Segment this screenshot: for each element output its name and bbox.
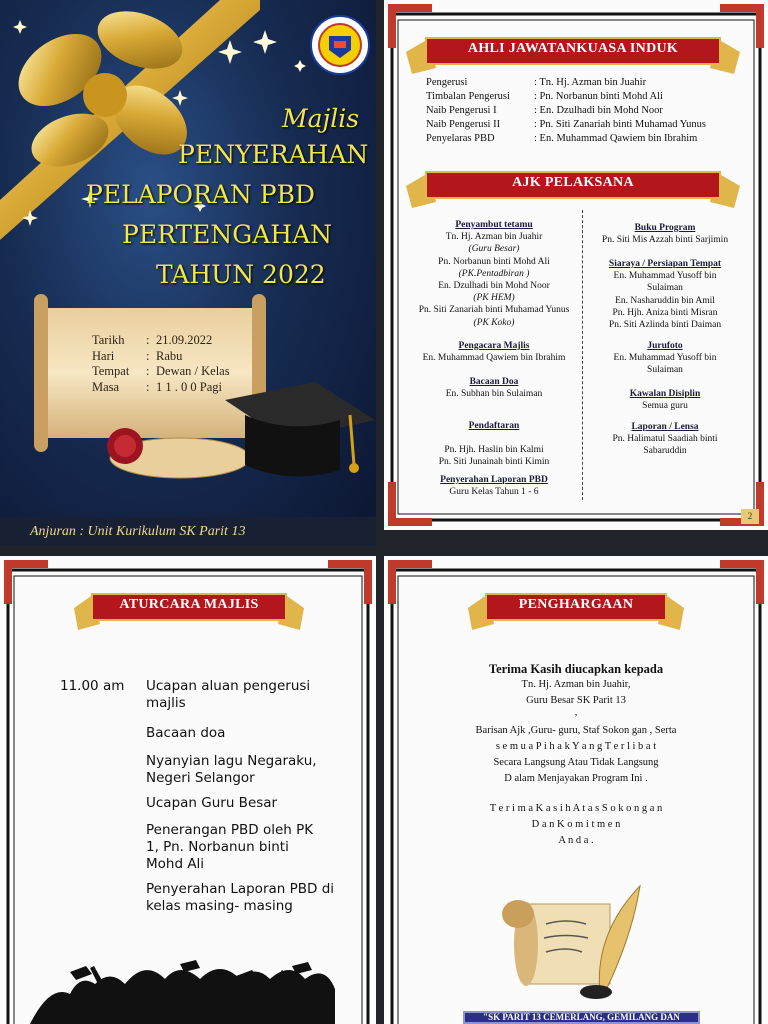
school-crest-icon bbox=[309, 14, 371, 76]
block-bacaan-doa: Bacaan Doa En. Subhan bin Sulaiman bbox=[445, 377, 543, 400]
induk-list bbox=[426, 76, 706, 146]
cover-page bbox=[0, 0, 376, 546]
section-banner-induk bbox=[400, 34, 746, 76]
block-buku-program: Buku Program Pn. Siti Mis Azzah binti Sarjimin bbox=[601, 223, 729, 246]
graduates-silhouette-icon bbox=[30, 958, 360, 1024]
block-laporan-lensa: Laporan / Lensa Pn. Halimatul Saadiah binti Sabaruddin bbox=[612, 422, 718, 457]
list-item: Timbalan Pengerusi : Pn. Norbanun binti Mohd Ali bbox=[426, 91, 663, 102]
aturcara-page bbox=[0, 556, 376, 1024]
section-banner-aturcara bbox=[70, 590, 308, 632]
cover-title-line: TAHUN 2022 bbox=[156, 260, 326, 289]
section-banner-penghargaan bbox=[464, 590, 688, 632]
section-title: AHLI JAWATANKUASA INDUK bbox=[467, 41, 679, 56]
list-item: Pengerusi : Tn. Hj. Azman bin Juahir bbox=[426, 77, 647, 88]
list-item: Naib Pengerusi I : En. Dzulhadi bin Mohd Noor bbox=[426, 105, 663, 116]
school-motto-banner: "SK PARIT 13 CEMERLANG, GEMILANG DAN bbox=[463, 1011, 700, 1024]
block-penyerahan: Penyerahan Laporan PBD Guru Kelas Tahun 1 - 6 bbox=[440, 475, 548, 498]
block-kawalan-disiplin: Kawalan Disiplin Semua guru bbox=[629, 389, 701, 412]
section-title: PENGHARGAAN bbox=[518, 597, 634, 612]
detail-row-tarikh: Tarikh : 21.09.2022 bbox=[92, 333, 213, 347]
column-divider bbox=[582, 210, 583, 500]
committee-page bbox=[384, 0, 768, 530]
cover-title-majlis: Majlis bbox=[282, 104, 360, 133]
block-penyambut: Penyambut tetamu Tn. Hj. Azman bin Juahir (Guru Besar) Pn. Norbanun binti Mohd Ali (PK.Pentadbiran ) En. Dzulhadi bin Mohd Noor (PK HEM) Pn. Siti Zanariah binti Muhamad Yunus (PK Koko) bbox=[418, 220, 570, 328]
detail-row-tempat: Tempat : Dewan / Kelas bbox=[92, 364, 230, 378]
section-banner-pelaksana bbox=[400, 168, 746, 210]
detail-row-hari: Hari : Rabu bbox=[92, 348, 183, 363]
section-title: ATURCARA MAJLIS bbox=[119, 597, 259, 612]
page-number: 2 bbox=[741, 509, 759, 524]
quill-icon bbox=[496, 884, 644, 1000]
cover-title-line: PERTENGAHAN bbox=[122, 220, 333, 249]
detail-row-masa: Masa : 1 1 . 0 0 Pagi bbox=[92, 379, 222, 394]
list-item: Naib Pengerusi II : Pn. Siti Zanariah binti Muhamad Yunus bbox=[426, 119, 706, 130]
block-siaraya: Siaraya / Persiapan Tempat En. Muhammad Yusoff bin Sulaiman En. Nasharuddin bin Amil Pn. Hjh. Aniza binti Misran Pn. Siti Azlinda binti Daiman bbox=[608, 259, 722, 331]
cover-title-line: PENYERAHAN bbox=[178, 140, 369, 169]
mortarboard-icon bbox=[225, 382, 375, 476]
thanks-heading: Terima Kasih diucapkan kepada bbox=[488, 662, 664, 676]
section-title: AJK PELAKSANA bbox=[512, 175, 634, 190]
block-pengacara: Pengacara Majlis En. Muhammad Qawiem bin Ibrahim bbox=[422, 341, 566, 364]
block-pendaftaran: Pendaftaran Pn. Hjh. Haslin bin Kalmi Pn. Siti Junainah binti Kimin bbox=[438, 421, 550, 468]
cover-footer: Anjuran : Unit Kurikulum SK Parit 13 bbox=[0, 517, 376, 546]
block-jurufoto: Jurufoto En. Muhammad Yusoff bin Sulaiman bbox=[613, 341, 717, 376]
thanks-text: Terima Kasih diucapkan kepada Tn. Hj. Azman bin Juahir, Guru Besar SK Parit 13 , Barisan Ajk ,Guru- guru, Staf Sokon gan , Serta s e m u a P i h a k Y a n g T e r l i b a t Secara Langsung Atau Tidak Langsung D alam Menjayakan Program Ini . T e r i m a K a s i h A t a s S o k o n g a n D a n K o m i t m e n A n d a . bbox=[384, 662, 768, 849]
list-item: Penyelaras PBD : En. Muhammad Qawiem bin Ibrahim bbox=[426, 133, 698, 144]
event-details bbox=[92, 333, 230, 395]
cover-title-line: PELAPORAN PBD bbox=[86, 180, 315, 209]
